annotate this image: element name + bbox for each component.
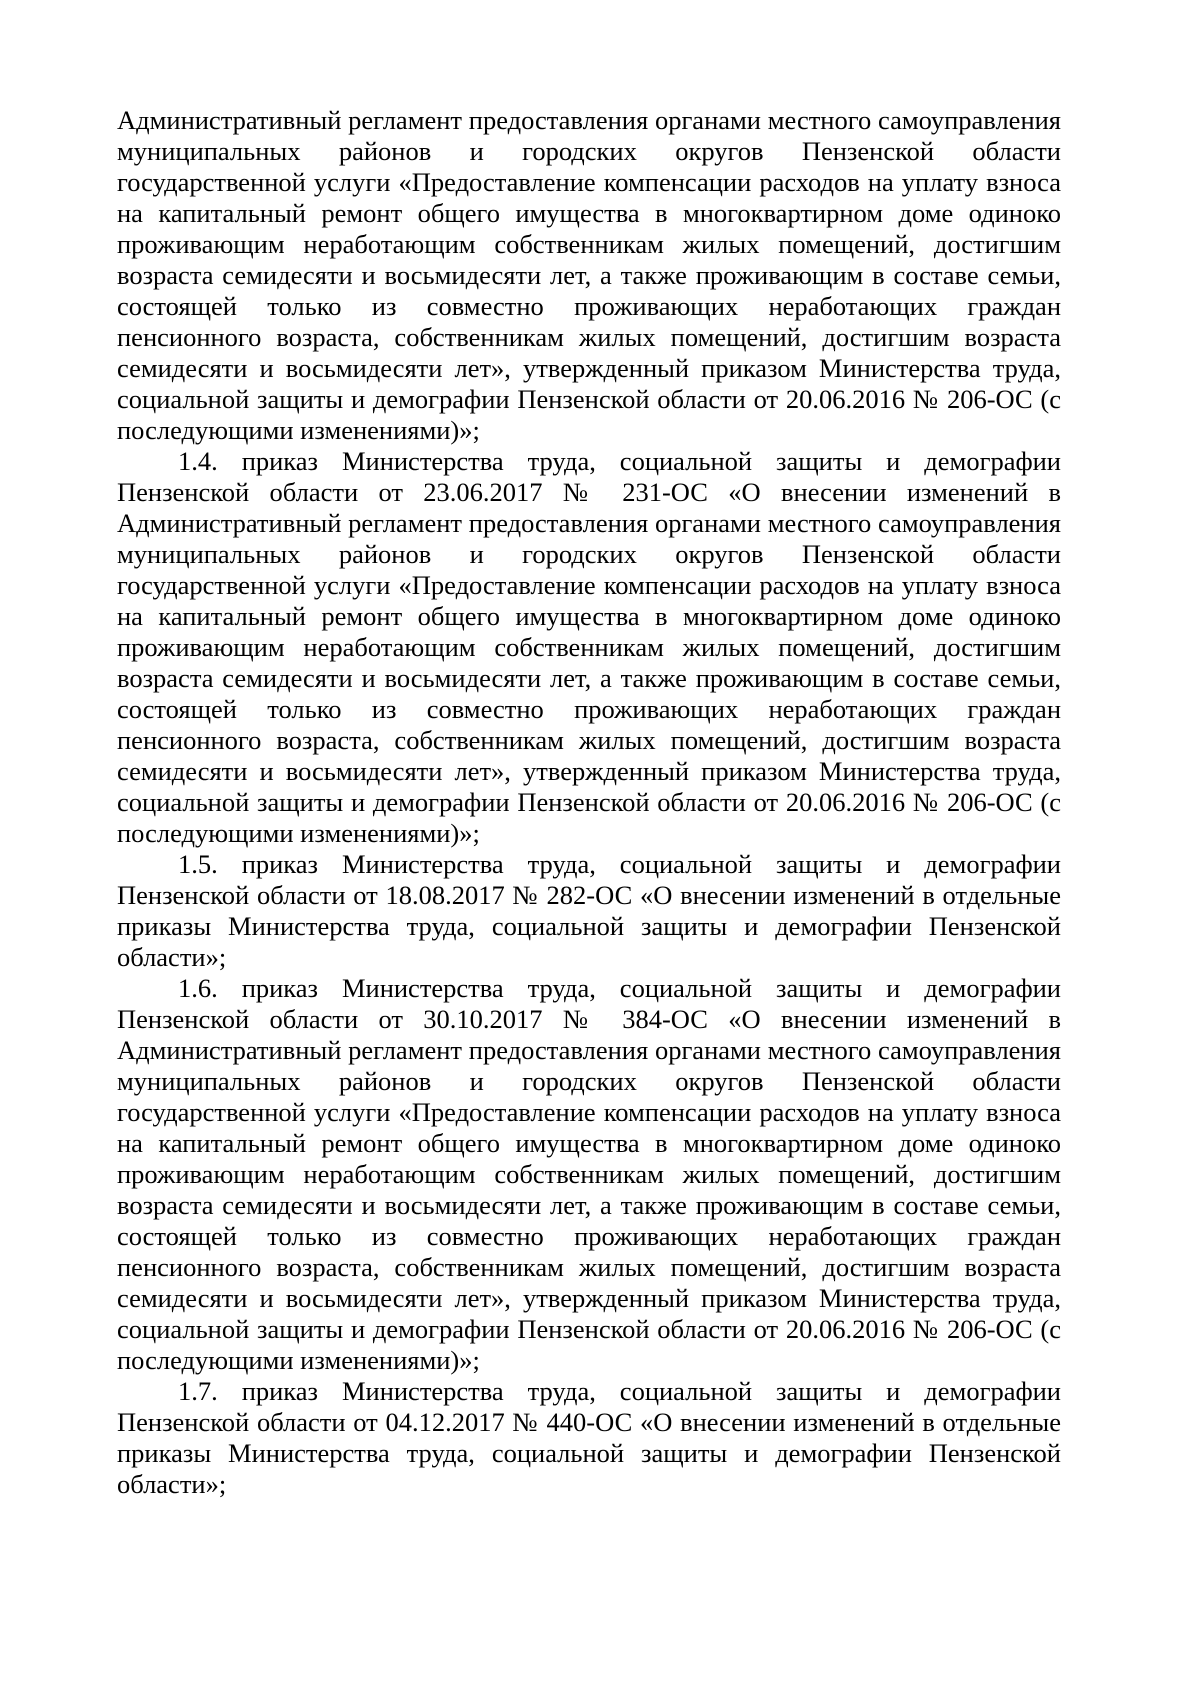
- paragraph-item-1-5: 1.5. приказ Министерства труда, социальной защиты и демографии Пензенской области от 18.08.2017 № 282-ОС «О внесении изменений в отдельные приказы Министерства труда, социальной защиты и демографии Пензенской области»;: [117, 849, 1061, 972]
- paragraph-item-1-6: 1.6. приказ Министерства труда, социальной защиты и демографии Пензенской области от 30.10.2017 № 384-ОС «О внесении изменений в Административный регламент предоставления органами местного самоуправления муниципальных районов и городских округов Пензенской области государственной услуги «Предоставление компенсации расходов на уплату взноса на капитальный ремонт общего имущества в многоквартирном доме одиноко проживающим неработающим собственникам жилых помещений, достигшим возраста семидесяти и восьмидесяти лет, а также проживающим в составе семьи, состоящей только из совместно проживающих неработающих граждан пенсионного возраста, собственникам жилых помещений, достигшим возраста семидесяти и восьмидесяти лет», утвержденный приказом Министерства труда, социальной защиты и демографии Пензенской области от 20.06.2016 № 206-ОС (с последующими изменениями)»;: [117, 973, 1061, 1375]
- paragraph-item-1-4: 1.4. приказ Министерства труда, социальной защиты и демографии Пензенской области от 23.06.2017 № 231-ОС «О внесении изменений в Административный регламент предоставления органами местного самоуправления муниципальных районов и городских округов Пензенской области государственной услуги «Предоставление компенсации расходов на уплату взноса на капитальный ремонт общего имущества в многоквартирном доме одиноко проживающим неработающим собственникам жилых помещений, достигшим возраста семидесяти и восьмидесяти лет, а также проживающим в составе семьи, состоящей только из совместно проживающих неработающих граждан пенсионного возраста, собственникам жилых помещений, достигшим возраста семидесяти и восьмидесяти лет», утвержденный приказом Министерства труда, социальной защиты и демографии Пензенской области от 20.06.2016 № 206-ОС (с последующими изменениями)»;: [117, 446, 1061, 848]
- paragraph-item-1-7: 1.7. приказ Министерства труда, социальной защиты и демографии Пензенской области от 04.12.2017 № 440-ОС «О внесении изменений в отдельные приказы Министерства труда, социальной защиты и демографии Пензенской области»;: [117, 1376, 1061, 1499]
- document-body: [117, 105, 1061, 1500]
- paragraph-continuation: Административный регламент предоставления органами местного самоуправления муниципальных районов и городских округов Пензенской области государственной услуги «Предоставление компенсации расходов на уплату взноса на капитальный ремонт общего имущества в многоквартирном доме одиноко проживающим неработающим собственникам жилых помещений, достигшим возраста семидесяти и восьмидесяти лет, а также проживающим в составе семьи, состоящей только из совместно проживающих неработающих граждан пенсионного возраста, собственникам жилых помещений, достигшим возраста семидесяти и восьмидесяти лет», утвержденный приказом Министерства труда, социальной защиты и демографии Пензенской области от 20.06.2016 № 206-ОС (с последующими изменениями)»;: [117, 105, 1061, 445]
